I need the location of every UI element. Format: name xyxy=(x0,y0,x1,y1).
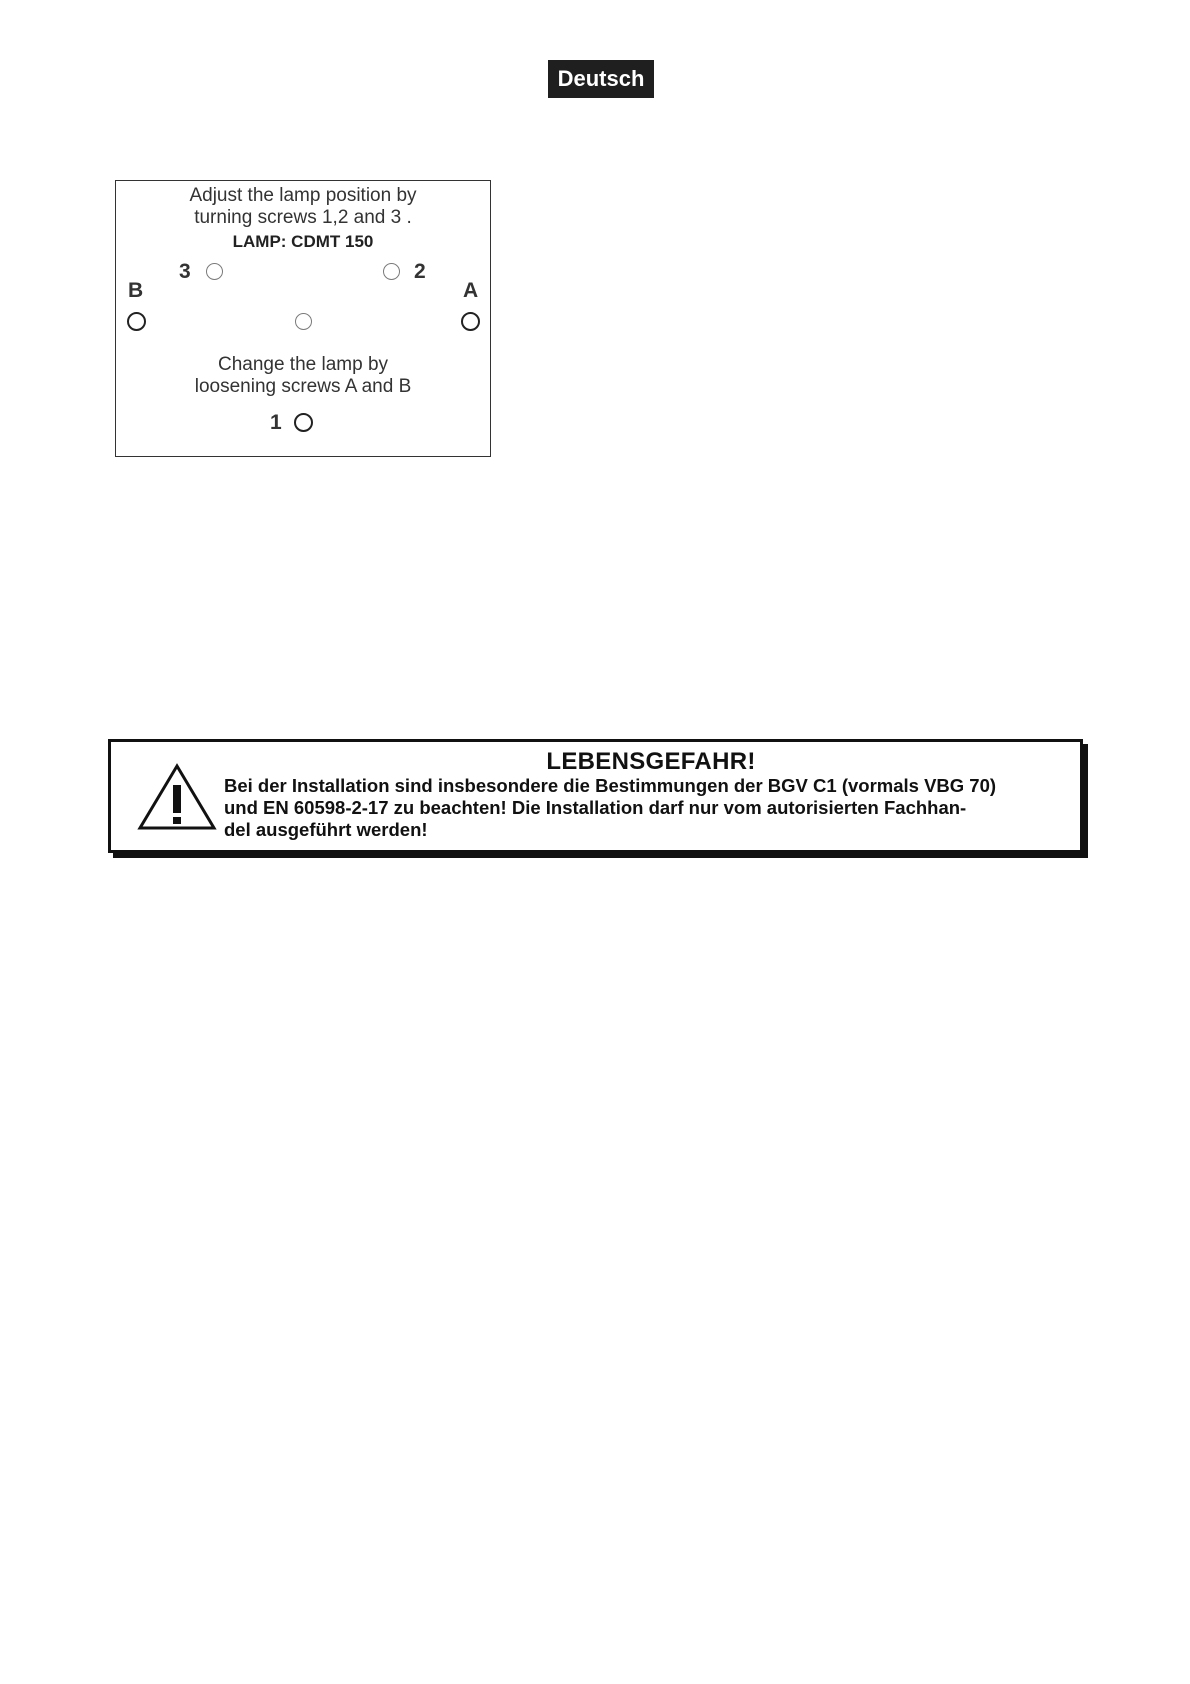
instruction-line-1: Adjust the lamp position by xyxy=(189,185,417,206)
lamp-adjustment-diagram xyxy=(115,180,491,457)
screw-1-marker xyxy=(294,413,313,432)
screw-a-label: A xyxy=(463,279,479,302)
change-line-2: loosening screws A and B xyxy=(194,376,412,397)
center-screw-marker xyxy=(295,313,312,330)
language-badge: Deutsch xyxy=(548,60,654,98)
screw-b-marker xyxy=(127,312,146,331)
change-line-1: Change the lamp by xyxy=(217,354,389,375)
warning-line-1: Bei der Installation sind insbesondere die Bestimmungen der BGV C1 (vormals VBG 70) xyxy=(224,775,997,796)
screw-2-marker xyxy=(383,263,400,280)
screw-b-label: B xyxy=(128,279,144,302)
instruction-line-2: turning screws 1,2 and 3 . xyxy=(194,207,412,228)
lamp-type-label: LAMP: CDMT 150 xyxy=(232,232,374,251)
warning-box xyxy=(108,739,1083,853)
screw-1-label: 1 xyxy=(270,411,282,434)
screw-a-marker xyxy=(461,312,480,331)
warning-title: LEBENSGEFAHR! xyxy=(546,748,756,775)
screw-3-marker xyxy=(206,263,223,280)
warning-text xyxy=(224,775,1074,841)
warning-triangle-icon xyxy=(137,763,217,831)
screw-2-label: 2 xyxy=(414,260,426,283)
screw-3-label: 3 xyxy=(179,260,191,283)
warning-line-2: und EN 60598-2-17 zu beachten! Die Installation darf nur vom autorisierten Fachhan- xyxy=(224,797,967,818)
warning-line-3: del ausgeführt werden! xyxy=(224,819,428,840)
